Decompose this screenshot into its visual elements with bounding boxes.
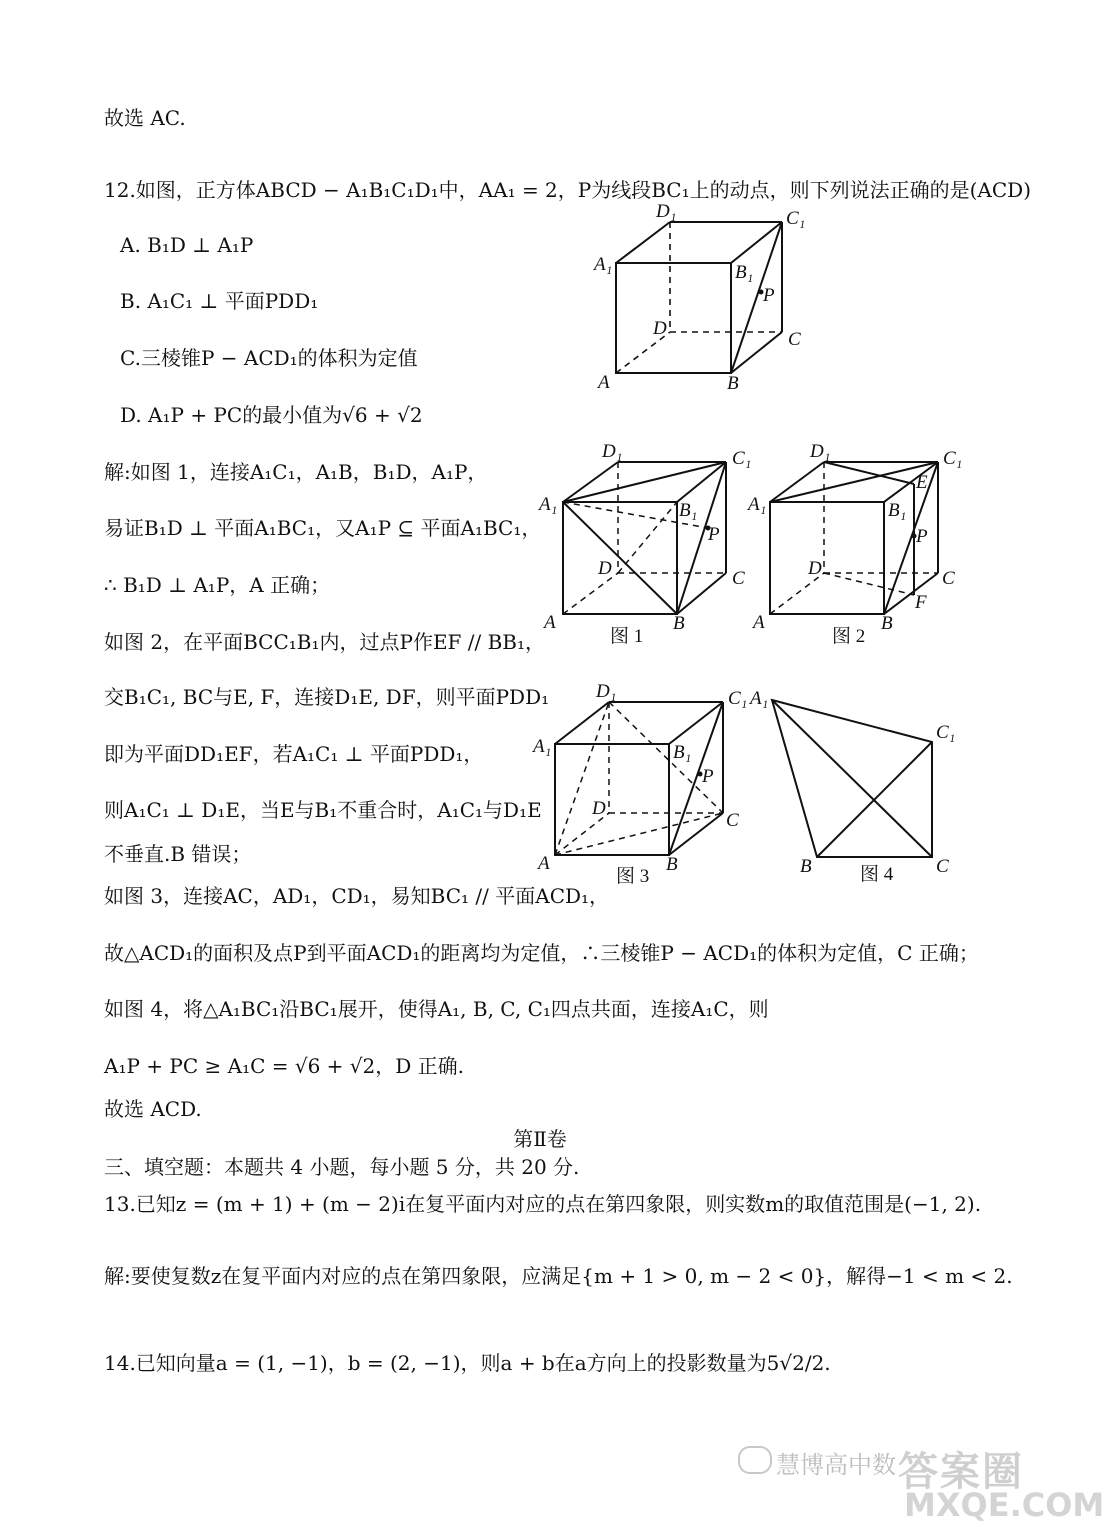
- label-a1: A₁: [594, 254, 613, 275]
- watermark-logo: 答案圈: [898, 1449, 1024, 1495]
- caption-figure-4: 图 4: [860, 864, 894, 885]
- figure-3: [530, 680, 760, 894]
- svg-text:B₁: B₁: [679, 500, 698, 521]
- solution-line: 不垂直.B 错误；: [104, 842, 252, 866]
- option-a: A. B₁D ⊥ A₁P: [120, 233, 254, 257]
- figure-4: [748, 680, 978, 894]
- label-d: D: [653, 318, 667, 339]
- svg-text:C: C: [726, 810, 739, 831]
- svg-text:C: C: [732, 568, 745, 589]
- solution-line: ∴ B₁D ⊥ A₁P，A 正确；: [104, 573, 331, 597]
- svg-text:D₁: D₁: [602, 441, 623, 462]
- question-13: 13.已知z = (m + 1) + (m − 2)i在复平面内对应的点在第四象限，则实数m的取值范围是(−1, 2).: [104, 1192, 982, 1216]
- label-c1: C₁: [936, 722, 956, 743]
- svg-text:C₁: C₁: [728, 688, 748, 709]
- svg-text:D₁: D₁: [810, 441, 831, 462]
- watermark-account: 慧博高中数: [776, 1451, 896, 1479]
- label-c1: C₁: [786, 208, 806, 229]
- svg-text:D: D: [808, 558, 822, 579]
- svg-text:A₁: A₁: [748, 494, 767, 515]
- option-b: B. A₁C₁ ⊥ 平面PDD₁: [120, 289, 319, 313]
- figure-2: [748, 440, 978, 654]
- solution-line: 如图 4，将△A₁BC₁沿BC₁展开，使得A₁, B, C, C₁四点共面，连接A₁C，则: [104, 997, 769, 1021]
- solution-line: A₁P + PC ≥ A₁C = √6 + √2，D 正确.: [104, 1054, 465, 1078]
- solution-line: 交B₁C₁, BC与E, F，连接D₁E, DF，则平面PDD₁: [104, 685, 550, 709]
- solution-line: 则A₁C₁ ⊥ D₁E，当E与B₁不重合时，A₁C₁与D₁E: [104, 798, 542, 822]
- svg-text:A₁: A₁: [539, 494, 558, 515]
- option-d: D. A₁P + PC的最小值为√6 + √2: [120, 403, 423, 427]
- label-b1: B₁: [735, 262, 754, 283]
- svg-text:D₁: D₁: [596, 681, 617, 702]
- text-line: 故选 AC.: [104, 106, 186, 130]
- svg-text:B₁: B₁: [673, 742, 692, 763]
- solution-line: 易证B₁D ⊥ 平面A₁BC₁，又A₁P ⊆ 平面A₁BC₁，: [104, 516, 542, 540]
- svg-text:C₁: C₁: [732, 448, 752, 469]
- svg-text:A₁: A₁: [533, 736, 552, 757]
- wechat-icon: [738, 1446, 772, 1474]
- svg-text:P: P: [708, 524, 720, 545]
- svg-text:C₁: C₁: [943, 448, 963, 469]
- label-a1: A₁: [750, 688, 769, 709]
- svg-text:P: P: [702, 766, 714, 787]
- question-14: 14.已知向量a = (1, −1)，b = (2, −1)，则a + b在a方向上的投影数量为5√2/2.: [104, 1351, 831, 1375]
- cube-figure-main: [590, 200, 820, 404]
- caption-figure-1: 图 1: [610, 626, 644, 647]
- solution-line: 如图 2，在平面BCC₁B₁内，过点P作EF // BB₁，: [104, 630, 546, 654]
- solution-line: 即为平面DD₁EF，若A₁C₁ ⊥ 平面PDD₁，: [104, 742, 484, 766]
- svg-text:C: C: [942, 568, 955, 589]
- label-b: B: [727, 373, 739, 394]
- label-e: E: [916, 472, 928, 493]
- solution-line: 解:要使复数z在复平面内对应的点在第四象限，应满足{m + 1 > 0, m − 2 < 0}，解得−1 < m < 2.: [104, 1264, 1013, 1288]
- watermark-url: MXQE.COM: [904, 1486, 1104, 1524]
- label-c: C: [936, 856, 949, 877]
- svg-text:D: D: [592, 798, 606, 819]
- option-c: C.三棱锥P − ACD₁的体积为定值: [120, 346, 418, 370]
- section-title: 第Ⅱ卷: [513, 1127, 567, 1151]
- svg-text:B: B: [881, 613, 893, 634]
- solution-line: 如图 3，连接AC，AD₁，CD₁，易知BC₁ // 平面ACD₁，: [104, 884, 610, 908]
- question-12: 12.如图，正方体ABCD − A₁B₁C₁D₁中，AA₁ = 2，P为线段BC₁上的动点，则下列说法正确的是(ACD): [104, 178, 1032, 202]
- svg-text:B: B: [666, 854, 678, 875]
- svg-text:P: P: [916, 526, 928, 547]
- solution-line: 故△ACD₁的面积及点P到平面ACD₁的距离均为定值，∴三棱锥P − ACD₁的体积为定值，C 正确；: [104, 941, 979, 965]
- label-b: B: [800, 856, 812, 877]
- caption-figure-3: 图 3: [616, 866, 650, 887]
- label-a: A: [598, 372, 610, 393]
- svg-text:A: A: [753, 612, 765, 633]
- label-f: F: [915, 592, 927, 613]
- svg-text:D: D: [598, 558, 612, 579]
- label-p: P: [763, 285, 775, 306]
- svg-text:A: A: [538, 853, 550, 874]
- svg-text:B₁: B₁: [888, 500, 907, 521]
- figure-1: [536, 440, 766, 654]
- caption-figure-2: 图 2: [832, 626, 866, 647]
- label-d1: D₁: [656, 201, 677, 222]
- solution-line: 解:如图 1，连接A₁C₁，A₁B，B₁D，A₁P，: [104, 460, 488, 484]
- label-c: C: [788, 329, 801, 350]
- answer-line: 故选 ACD.: [104, 1097, 202, 1121]
- svg-text:B: B: [673, 613, 685, 634]
- section-heading: 三、填空题：本题共 4 小题，每小题 5 分，共 20 分.: [104, 1155, 580, 1179]
- svg-text:A: A: [544, 612, 556, 633]
